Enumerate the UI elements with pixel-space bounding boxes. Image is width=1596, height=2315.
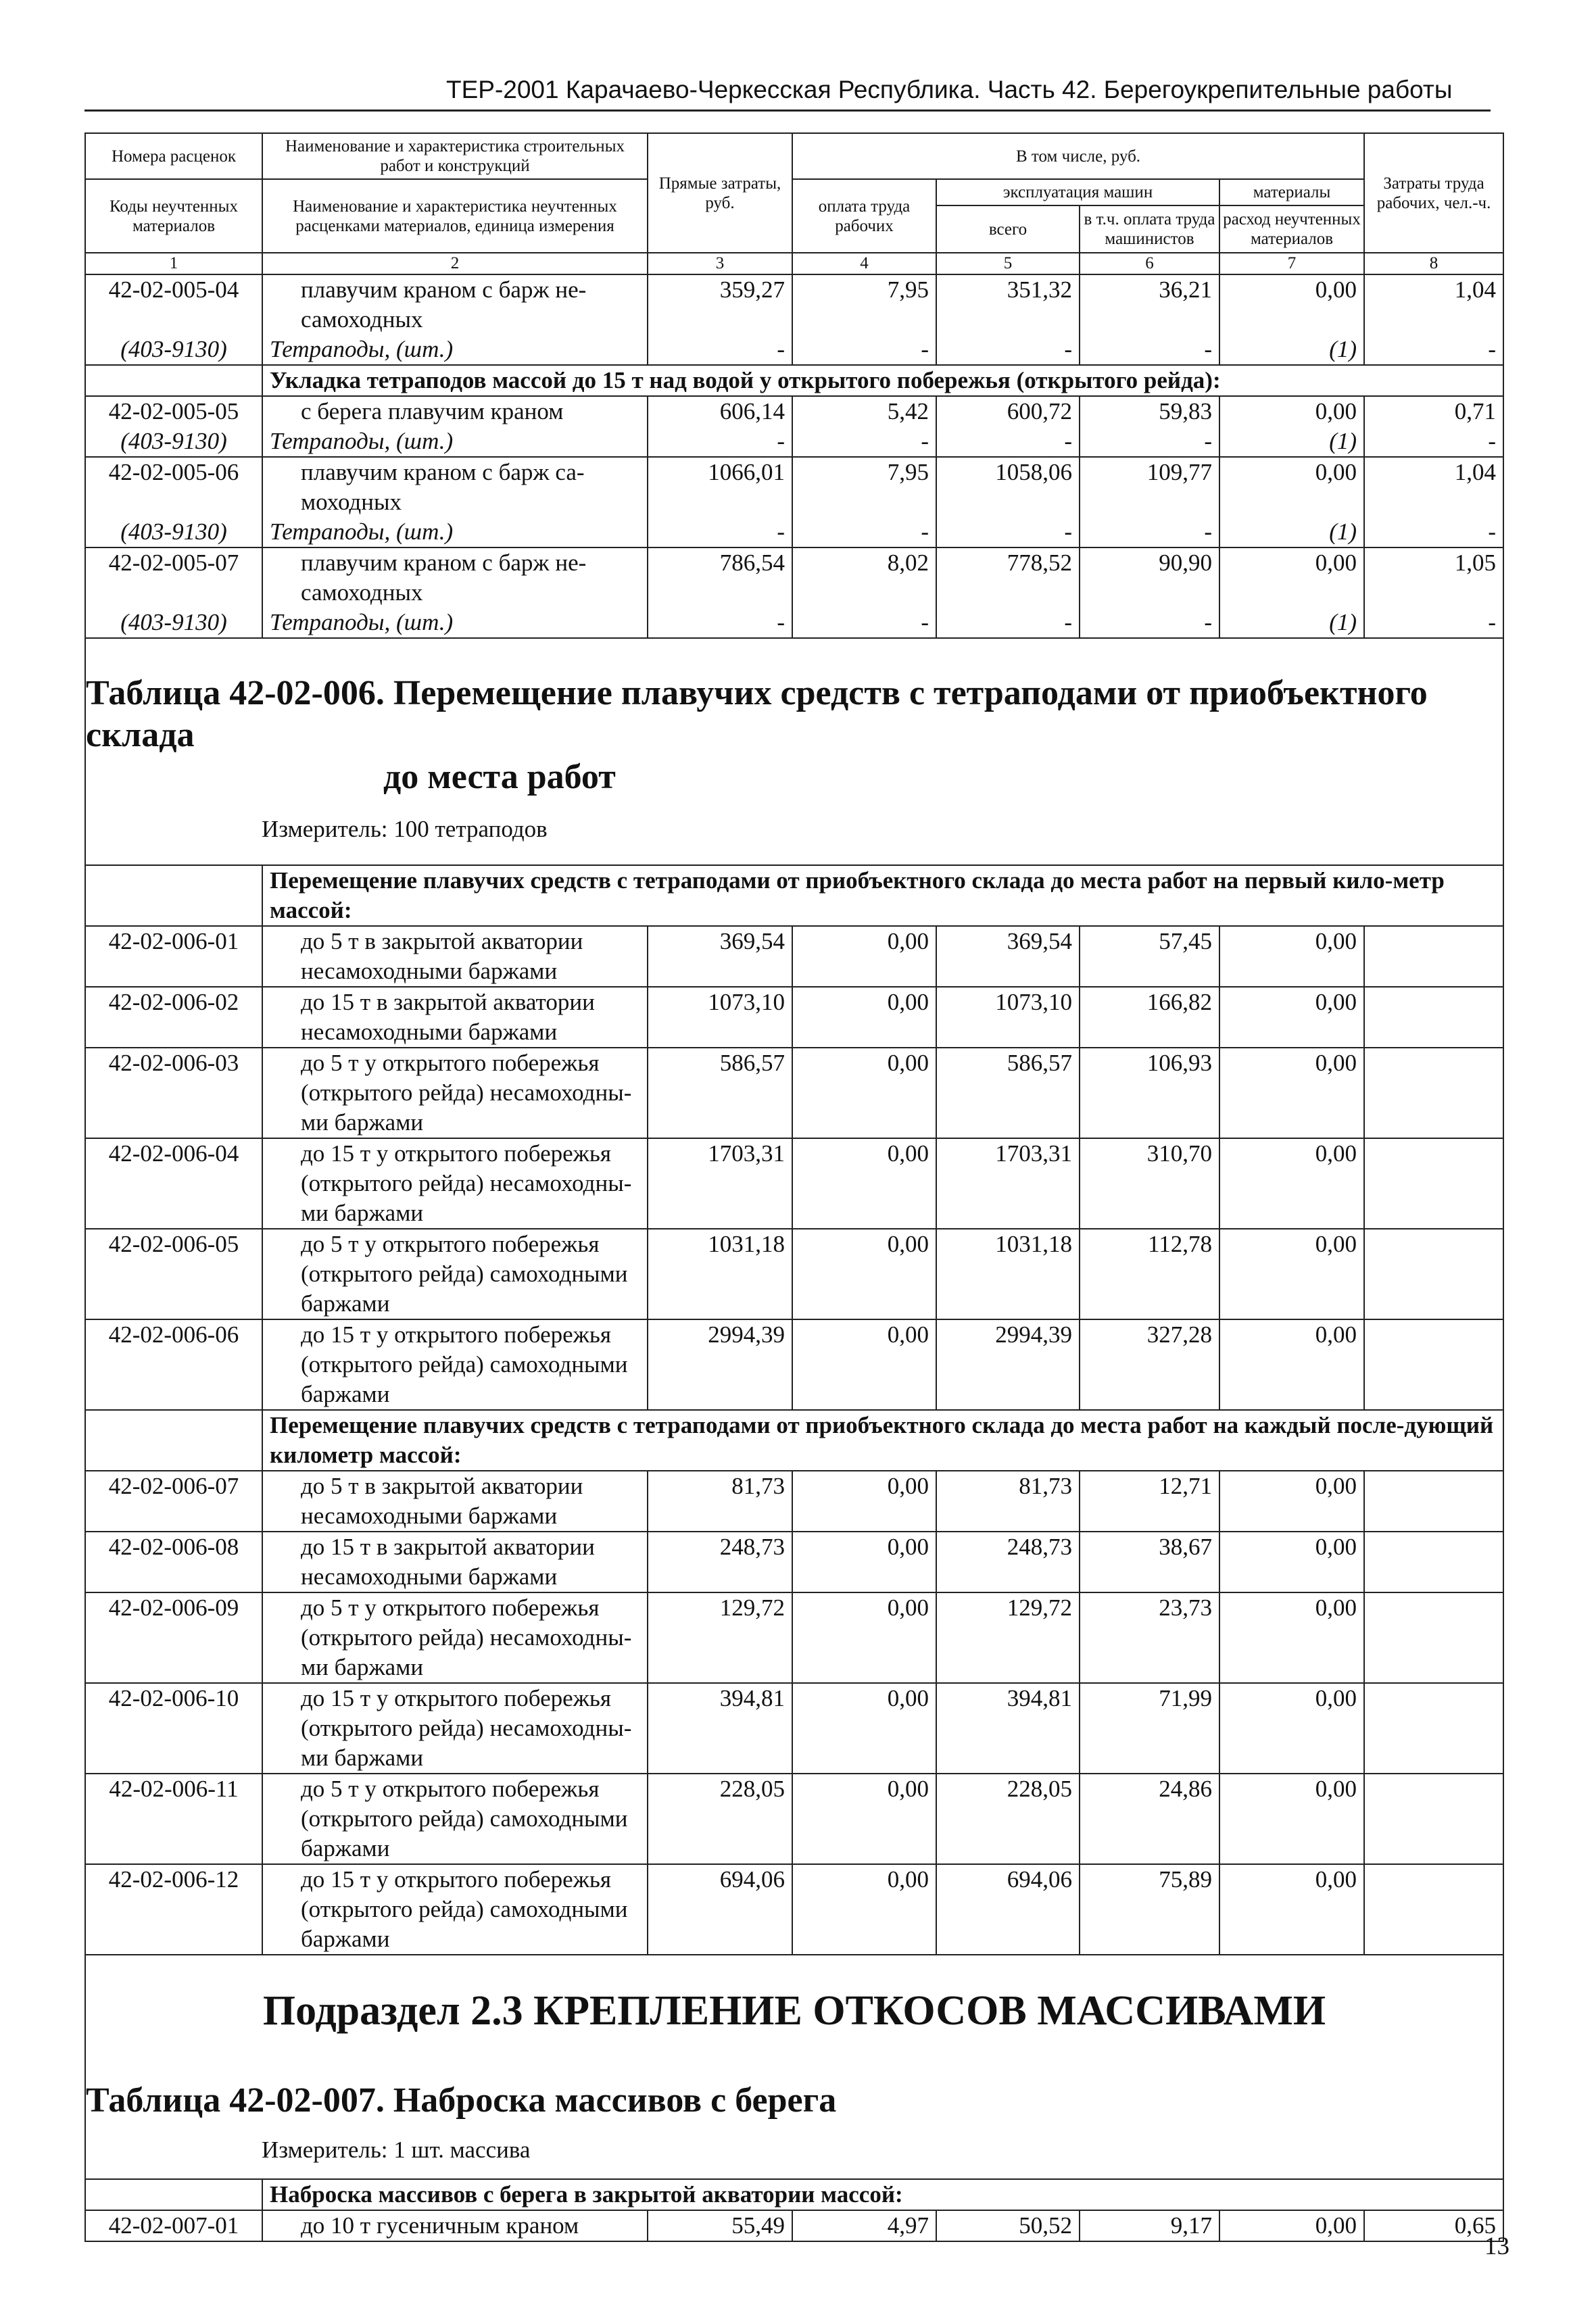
table-007-title: Таблица 42-02-007. Наброска массивов с берега [86,2081,837,2120]
cell: - [792,608,936,638]
cell: - [648,517,792,547]
subsection-title: Подраздел 2.3 КРЕПЛЕНИЕ ОТКОСОВ МАССИВАМИ [262,1988,1326,2034]
cell: (1) [1219,517,1364,547]
cell: - [1080,608,1219,638]
col-num: 2 [262,253,648,274]
cell: 0,00 [792,926,936,987]
material-name: Тетраподы, (шт.) [262,517,648,547]
cell: 0,00 [792,1048,936,1138]
col-number-row [85,253,1503,274]
cell: 81,73 [648,1471,792,1532]
cell [1364,1592,1503,1683]
cell [1364,926,1503,987]
cell [85,865,262,926]
cell: 369,54 [648,926,792,987]
table-row [85,2210,1503,2241]
cell: 23,73 [1080,1592,1219,1683]
cell: - [1080,517,1219,547]
table-title-row [85,638,1503,865]
rate-code: 42-02-005-05 [85,396,262,427]
rate-code: 42-02-005-07 [85,547,262,608]
cell: 0,00 [1219,1138,1364,1229]
table-006-measure: Измеритель: 100 тетраподов [262,816,548,842]
incl-header: В том числе, руб. [792,133,1364,179]
cell [1364,1319,1503,1410]
cell: 1,05 [1364,547,1503,608]
cell [85,1410,262,1471]
cell: - [1364,608,1503,638]
cell [85,2179,262,2210]
cell: 129,72 [648,1592,792,1683]
rate-name: до 10 т гусеничным краном [262,2210,648,2241]
cell: 50,52 [936,2210,1080,2241]
rate-name: плавучим краном с барж са-моходных [262,457,648,517]
cell: 248,73 [648,1532,792,1592]
rate-code: 42-02-006-04 [85,1138,262,1229]
section-row [85,865,1503,926]
section-heading: Укладка тетраподов массой до 15 т над водой у открытого побережья (открытого рейда): [262,365,1503,396]
cell: 1031,18 [936,1229,1080,1319]
col2-header-a: Наименование и характеристика строительных работ и конструкций [262,133,648,179]
cell: 0,00 [792,1532,936,1592]
cell: 359,27 [648,274,792,335]
rate-code: 42-02-006-09 [85,1592,262,1683]
cell: 0,00 [792,987,936,1048]
cell: 24,86 [1080,1774,1219,1864]
cell [85,1955,1503,2179]
cell: - [1364,517,1503,547]
table-row [85,1048,1503,1138]
rate-name: до 15 т в закрытой акватории несамоходными баржами [262,987,648,1048]
cell: 694,06 [936,1864,1080,1955]
col7-header: расход неучтенных материалов [1219,205,1364,253]
table-row [85,1319,1503,1410]
col-num: 7 [1219,253,1364,274]
table-row [85,1864,1503,1955]
header-row-2 [85,179,1503,205]
rates-table [84,132,1504,2242]
cell: 71,99 [1080,1683,1219,1774]
cell: 310,70 [1080,1138,1219,1229]
cell: 0,00 [1219,1683,1364,1774]
cell: 1,04 [1364,274,1503,335]
cell: 394,81 [648,1683,792,1774]
subsection-row [85,1955,1503,2179]
cell: - [648,427,792,457]
cell: 1031,18 [648,1229,792,1319]
cell: 351,32 [936,274,1080,335]
table-row [85,457,1503,517]
material-name: Тетраподы, (шт.) [262,427,648,457]
table-row [85,547,1503,608]
cell [1364,1471,1503,1532]
table-006-title: Таблица 42-02-006. Перемещение плавучих средств с тетраподами от приобъектного склада [86,674,1428,754]
col-num: 4 [792,253,936,274]
cell: - [1080,427,1219,457]
rate-code: 42-02-006-11 [85,1774,262,1864]
material-name: Тетраподы, (шт.) [262,335,648,365]
cell: 1703,31 [648,1138,792,1229]
table-row [85,1229,1503,1319]
rate-name: до 5 т в закрытой акватории несамоходными баржами [262,926,648,987]
rate-name: плавучим краном с барж не-самоходных [262,274,648,335]
cell: 12,71 [1080,1471,1219,1532]
cell: 786,54 [648,547,792,608]
cell: 7,95 [792,457,936,517]
cell: 9,17 [1080,2210,1219,2241]
cell: 0,00 [792,1864,936,1955]
cell: 55,49 [648,2210,792,2241]
cell: 0,00 [1219,1864,1364,1955]
rate-name: до 5 т у открытого побережья (открытого рейда) самоходными баржами [262,1774,648,1864]
cell: 327,28 [1080,1319,1219,1410]
rate-code: 42-02-006-05 [85,1229,262,1319]
cell: 1,04 [1364,457,1503,517]
rate-name: до 15 т у открытого побережья (открытого рейда) самоходными баржами [262,1319,648,1410]
rate-code: 42-02-006-06 [85,1319,262,1410]
material-code: (403-9130) [85,517,262,547]
cell: 106,93 [1080,1048,1219,1138]
table-row [85,987,1503,1048]
cell: 586,57 [936,1048,1080,1138]
cell [1364,1138,1503,1229]
col-num: 3 [648,253,792,274]
table-006-part-1 [85,926,1503,1410]
cell: 4,97 [792,2210,936,2241]
rate-name: с берега плавучим краном [262,396,648,427]
running-header: ТЕР-2001 Карачаево-Черкесская Республика. Часть 42. Берегоукрепительные работы [446,76,1453,103]
cell: 0,00 [1219,926,1364,987]
expl-header: эксплуатация машин [936,179,1219,205]
cell: 0,00 [1219,1319,1364,1410]
table-row [85,1683,1503,1774]
table-007-measure: Измеритель: 1 шт. массива [262,2137,531,2163]
cell: 0,65 [1364,2210,1503,2241]
rate-name: до 15 т у открытого побережья (открытого рейда) самоходными баржами [262,1864,648,1955]
header-row-1 [85,133,1503,179]
cell: 2994,39 [648,1319,792,1410]
cell: 0,00 [792,1319,936,1410]
cell: - [792,335,936,365]
table-row [85,274,1503,335]
rate-name: до 15 т в закрытой акватории несамоходными баржами [262,1532,648,1592]
cell: 0,00 [1219,2210,1364,2241]
cell: 0,00 [792,1229,936,1319]
table-row [85,1138,1503,1229]
col4-header: оплата труда рабочих [792,179,936,253]
cell: 694,06 [648,1864,792,1955]
cell [85,365,262,396]
table-006-part-2 [85,1471,1503,1955]
rate-code: 42-02-005-04 [85,274,262,335]
cell: 228,05 [936,1774,1080,1864]
page-number: 13 [1484,2233,1509,2260]
material-row [85,335,1503,365]
cell: 0,00 [1219,547,1364,608]
cell: 0,00 [1219,1532,1364,1592]
cell: - [648,608,792,638]
section-heading: Перемещение плавучих средств с тетраподами от приобъектного склада до места работ на каждый после-дующий километр массой: [262,1410,1503,1471]
col-num: 1 [85,253,262,274]
cell [1364,987,1503,1048]
material-name: Тетраподы, (шт.) [262,608,648,638]
rate-name: плавучим краном с барж не-самоходных [262,547,648,608]
cell [1364,1683,1503,1774]
section-row [85,1410,1503,1471]
section-heading: Наброска массивов с берега в закрытой акватории массой: [262,2179,1503,2210]
rate-name: до 5 т у открытого побережья (открытого рейда) самоходными баржами [262,1229,648,1319]
cell: 57,45 [1080,926,1219,987]
cell: - [1080,335,1219,365]
cell: 1058,06 [936,457,1080,517]
table-row [85,1774,1503,1864]
cell: 369,54 [936,926,1080,987]
cell: 0,00 [1219,1774,1364,1864]
rate-code: 42-02-006-12 [85,1864,262,1955]
cell [1364,1048,1503,1138]
cell: 0,71 [1364,396,1503,427]
cell: 0,00 [1219,396,1364,427]
material-row [85,517,1503,547]
cell [1364,1864,1503,1955]
cell: 90,90 [1080,547,1219,608]
cell: 1066,01 [648,457,792,517]
cell: 228,05 [648,1774,792,1864]
rate-name: до 15 т у открытого побережья (открытого рейда) несамоходны-ми баржами [262,1138,648,1229]
cell: 5,42 [792,396,936,427]
cell: 166,82 [1080,987,1219,1048]
rate-name: до 5 т у открытого побережья (открытого рейда) несамоходны-ми баржами [262,1048,648,1138]
cell: 0,00 [792,1138,936,1229]
cell: 394,81 [936,1683,1080,1774]
col2-header-b: Наименование и характеристика неучтенных расценками материалов, единица измерения [262,179,648,253]
cell: 0,00 [1219,1471,1364,1532]
cell: 606,14 [648,396,792,427]
cell: 0,00 [792,1471,936,1532]
cell: 0,00 [1219,987,1364,1048]
col1-header-a: Номера расценок [85,133,262,179]
cell: (1) [1219,427,1364,457]
table-row [85,396,1503,427]
rate-code: 42-02-007-01 [85,2210,262,2241]
cell: 1703,31 [936,1138,1080,1229]
cell: - [1364,427,1503,457]
section-row [85,2179,1503,2210]
cell: 1073,10 [648,987,792,1048]
section-row [85,365,1503,396]
col1-header-b: Коды неучтенных материалов [85,179,262,253]
cell: 59,83 [1080,396,1219,427]
table-row [85,1592,1503,1683]
cell [85,638,1503,865]
rate-code: 42-02-006-02 [85,987,262,1048]
material-code: (403-9130) [85,335,262,365]
cell: 778,52 [936,547,1080,608]
cell: 0,00 [1219,1229,1364,1319]
col3-header: Прямые затраты, руб. [648,133,792,253]
rate-code: 42-02-006-03 [85,1048,262,1138]
rate-code: 42-02-005-06 [85,457,262,517]
col8-header: Затраты труда рабочих, чел.-ч. [1364,133,1503,253]
header-rule [84,109,1491,112]
material-code: (403-9130) [85,427,262,457]
cell: 75,89 [1080,1864,1219,1955]
cell: 112,78 [1080,1229,1219,1319]
cell: 0,00 [792,1683,936,1774]
cell: - [792,427,936,457]
material-row [85,608,1503,638]
cell: (1) [1219,608,1364,638]
table-row [85,926,1503,987]
cell: - [792,517,936,547]
cell: 1073,10 [936,987,1080,1048]
col5-header: всего [936,205,1080,253]
cell: 2994,39 [936,1319,1080,1410]
material-code: (403-9130) [85,608,262,638]
cell: - [936,427,1080,457]
cell [1364,1229,1503,1319]
rate-code: 42-02-006-07 [85,1471,262,1532]
rate-code: 42-02-006-10 [85,1683,262,1774]
rate-code: 42-02-006-08 [85,1532,262,1592]
cell: 0,00 [1219,1592,1364,1683]
cell: 36,21 [1080,274,1219,335]
cell: 109,77 [1080,457,1219,517]
cell: - [936,608,1080,638]
table-006-title-2: до места работ [383,758,616,796]
cell: 129,72 [936,1592,1080,1683]
mat-header: материалы [1219,179,1364,205]
cell: 7,95 [792,274,936,335]
col-num: 5 [936,253,1080,274]
cell: 0,00 [1219,457,1364,517]
cell: 0,00 [792,1774,936,1864]
cell [1364,1532,1503,1592]
table-row [85,1471,1503,1532]
col-num: 6 [1080,253,1219,274]
rate-name: до 15 т у открытого побережья (открытого рейда) несамоходны-ми баржами [262,1683,648,1774]
cell: 38,67 [1080,1532,1219,1592]
table-row [85,1532,1503,1592]
rate-code: 42-02-006-01 [85,926,262,987]
cell: 600,72 [936,396,1080,427]
material-row [85,427,1503,457]
cell [1364,1774,1503,1864]
cell: 81,73 [936,1471,1080,1532]
cell: - [936,335,1080,365]
col6-header: в т.ч. оплата труда машинистов [1080,205,1219,253]
cell: 248,73 [936,1532,1080,1592]
rate-name: до 5 т в закрытой акватории несамоходными баржами [262,1471,648,1532]
cell: 0,00 [1219,274,1364,335]
rate-name: до 5 т у открытого побережья (открытого рейда) несамоходны-ми баржами [262,1592,648,1683]
col-num: 8 [1364,253,1503,274]
section-heading: Перемещение плавучих средств с тетраподами от приобъектного склада до места работ на первый кило-метр массой: [262,865,1503,926]
cell: - [648,335,792,365]
cell: 8,02 [792,547,936,608]
cell: - [1364,335,1503,365]
cell: 586,57 [648,1048,792,1138]
cell: 0,00 [1219,1048,1364,1138]
cell: (1) [1219,335,1364,365]
cell: - [936,517,1080,547]
cell: 0,00 [792,1592,936,1683]
